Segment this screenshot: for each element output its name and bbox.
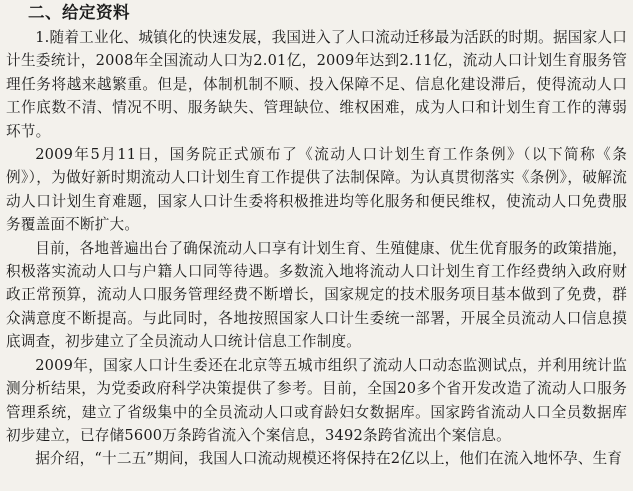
section-heading: 二、给定资料 [28,3,130,22]
paragraph-4: 2009年，国家人口计生委还在北京等五城市组织了流动人口动态监测试点，并利用统计监测分析结果，为党委政府科学决策提供了参考。目前，全国20多个省开发改造了流动人口服务管理系统，建立了省级集中的全员流动人口或育龄妇女数据库。国家跨省流动人口全员数据库初步建立，已存储5600万条跨省流入个案信息，3492条跨省流出个案信息。 [6,356,627,444]
paragraph-3: 目前，各地普遍出台了确保流动人口享有计划生育、生殖健康、优生优育服务的政策措施，积极落实流动人口与户籍人口同等待遇。多数流入地将流动人口计划生育工作经费纳入政府财政正常预算，流动人口服务管理经费不断增长，国家规定的技术服务项目基本做到了免费，群众满意度不断提高。与此同时，各地按照国家人口计生委统一部署，开展全员流动人口信息摸底调查，初步建立了全员流动人口统计信息工作制度。 [6,239,627,351]
paragraph-5: 据介绍，“十二五”期间，我国人口流动规模还将保持在2亿以上，他们在流入地怀孕、生育 [35,450,623,468]
paragraph-2: 2009年5月11日，国务院正式颁布了《流动人口计划生育工作条例》（以下简称《条例》），为做好新时期流动人口计划生育工作提供了法制保障。为认真贯彻落实《条例》，破解流动人口计划生育难题，国家人口计生委将积极推进均等化服务和便民维权，使流动人口免费服务覆盖面不断扩大。 [6,146,627,234]
paragraph-1: 1.随着工业化、城镇化的快速发展，我国进入了人口流动迁移最为活跃的时期。据国家人口计生委统计，2008年全国流动人口为2.01亿，2009年达到2.11亿，流动人口计划生育服务管理任务将越来越繁重。但是，体制机制不顺、投入保障不足、信息化建设滞后，使得流动人口工作底数不清、情况不明、服务缺失、管理缺位、维权困难，成为人口和计划生育工作的薄弱环节。 [6,29,627,140]
